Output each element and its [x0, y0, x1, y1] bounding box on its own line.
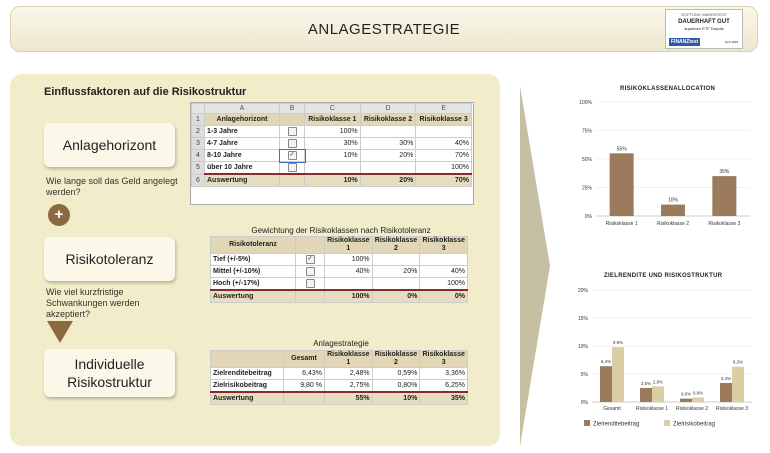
tolerance-table: Risikotoleranz Risikoklasse 1 Risikoklasse 2 Risikoklasse 3 Tief (+/-5%) ✓ 100% Mittel (+/-10%) 40% 20% 40% Hoch (+/-17%) 100% Auswertung 100% 0% 0% [210, 236, 468, 303]
x-tick-label: Risikoklasse 3 [708, 221, 741, 227]
allocation-chart [568, 94, 758, 234]
legend-label: Zielrenditebeitrag [593, 421, 640, 428]
horizon-table: A B C D E 1 Anlagehorizont Risikoklasse 1 Risikoklasse 2 Risikoklasse 3 2 1-3 Jahre 100% 3 4-7 Jahre 30% 30% 40% 4 8-10 Jahre ✓ 10% 20% 70% 5 über 10 Jahre 100% 6 Auswertung 10% 20% 70% [191, 103, 472, 187]
x-tick-label: Risikoklasse 2 [676, 406, 708, 412]
y-tick-label: 0% [580, 400, 588, 406]
panel-title: Einflussfaktoren auf die Risikostruktur [44, 86, 247, 98]
strategy-table-title: Anlagestrategie [313, 339, 369, 348]
plus-icon: + [48, 204, 70, 226]
header-bar [10, 6, 758, 52]
bar [652, 386, 664, 402]
bar [720, 383, 732, 402]
table-row: Zielrenditebeitrag 6,43% 2,48% 0,59% 3,36% [211, 368, 468, 380]
table-row: Tief (+/-5%) ✓ 100% [211, 254, 468, 266]
horizon-checkbox-1[interactable] [288, 127, 297, 136]
structure-box: Individuelle Risikostruktur [44, 349, 175, 397]
data-label: 2,8% [652, 379, 664, 385]
data-label: 9,8% [612, 340, 624, 346]
test-seal: STIFTUNG WARENTEST DAUERHAFT GUT superioro ETF Depots FINANZtest Heft 2009 [665, 9, 743, 49]
chart2-title: ZIELRENDITE UND RISIKOSTRUKTUR [604, 273, 723, 279]
data-label: 6,4% [600, 359, 612, 365]
col-a-header[interactable]: A [205, 104, 280, 114]
horizon-checkbox-4[interactable] [288, 163, 297, 172]
data-label: 55% [616, 146, 627, 153]
chart1-title: RISIKOKLASSENALLOCATION [620, 86, 716, 92]
bar [680, 399, 692, 402]
horizon-checkbox-3-checked[interactable]: ✓ [289, 152, 295, 158]
bar [712, 176, 736, 216]
col-d-header[interactable]: D [360, 104, 416, 114]
table-row: 3 4-7 Jahre 30% 30% 40% [192, 138, 472, 150]
col-c-header[interactable]: C [305, 104, 361, 114]
bar [600, 366, 612, 402]
x-tick-label: Gesamt [603, 406, 621, 412]
x-tick-label: Risikoklasse 2 [657, 221, 689, 227]
data-label: 0,6% [680, 391, 692, 397]
table-row: 5 über 10 Jahre 100% [192, 162, 472, 175]
x-tick-label: Risikoklasse 1 [636, 406, 668, 412]
down-arrow-icon [47, 321, 73, 343]
horizon-box: Anlagehorizont [44, 123, 175, 167]
tolerance-checkbox-1-checked[interactable]: ✓ [307, 256, 313, 262]
table-row: Zielrisikobeitrag 9,80 % 2,75% 0,80% 6,25% [211, 380, 468, 393]
data-label: 2,5% [640, 381, 652, 386]
bar [640, 388, 652, 402]
horizon-checkbox-2[interactable] [288, 139, 297, 148]
tolerance-question: Wie viel kurzfristige Schwankungen werden akzeptiert? [46, 287, 140, 319]
y-tick-label: 15% [577, 316, 588, 322]
bar [732, 367, 744, 402]
return-risk-chart [568, 282, 760, 432]
bar [661, 205, 685, 216]
sum-row: 6 Auswertung 10% 20% 70% [192, 174, 472, 187]
horizon-question: Wie lange soll das Geld angelegt werden? [46, 176, 178, 197]
y-tick-label: 10% [577, 344, 588, 350]
data-label: 10% [667, 197, 679, 204]
y-tick-label: 0% [584, 214, 592, 220]
tolerance-checkbox-2[interactable] [306, 267, 315, 276]
x-tick-label: Risikoklasse 1 [605, 221, 638, 227]
data-label: 6,3% [732, 359, 744, 365]
tolerance-box: Risikotoleranz [44, 237, 175, 281]
y-tick-label: 100% [579, 100, 592, 106]
table-row: 4 8-10 Jahre ✓ 10% 20% 70% [192, 150, 472, 162]
table-row: Hoch (+/-17%) 100% [211, 278, 468, 291]
data-label: 0,8% [692, 390, 704, 396]
strategy-table: Gesamt Risikoklasse 1 Risikoklasse 2 Risikoklasse 3 Zielrenditebeitrag 6,43% 2,48% 0,59% 3,36% Zielrisikobeitrag 9,80 % 2,75% 0,80% 6,25% Auswertung 55% 10% 35% [210, 350, 468, 405]
y-tick-label: 20% [577, 288, 588, 294]
sum-row: Auswertung 55% 10% 35% [211, 392, 468, 405]
tolerance-table-title: Gewichtung der Risikoklassen nach Risikotoleranz [251, 226, 431, 235]
data-label: 3,4% [720, 375, 732, 381]
col-e-header[interactable]: E [416, 104, 472, 114]
page-title: ANLAGESTRATEGIE [307, 21, 461, 38]
y-tick-label: 5% [580, 372, 588, 378]
table-row: Mittel (+/-10%) 40% 20% 40% [211, 266, 468, 278]
table-row: 2 1-3 Jahre 100% [192, 126, 472, 138]
y-tick-label: 50% [581, 157, 592, 163]
bar [612, 347, 624, 402]
bar [692, 398, 704, 402]
y-tick-label: 75% [581, 128, 592, 135]
legend-swatch [584, 420, 590, 426]
legend-swatch [664, 420, 670, 426]
legend-label: Zielrisikobeitrag [673, 421, 716, 428]
sum-row: Auswertung 100% 0% 0% [211, 290, 468, 303]
x-tick-label: Risikoklasse 3 [716, 406, 748, 412]
y-tick-label: 25% [581, 185, 592, 192]
bar [610, 153, 634, 216]
flow-arrow-icon [520, 86, 552, 446]
tolerance-checkbox-3[interactable] [306, 279, 315, 288]
data-label: 35% [719, 169, 730, 176]
col-b-header[interactable]: B [280, 104, 305, 114]
